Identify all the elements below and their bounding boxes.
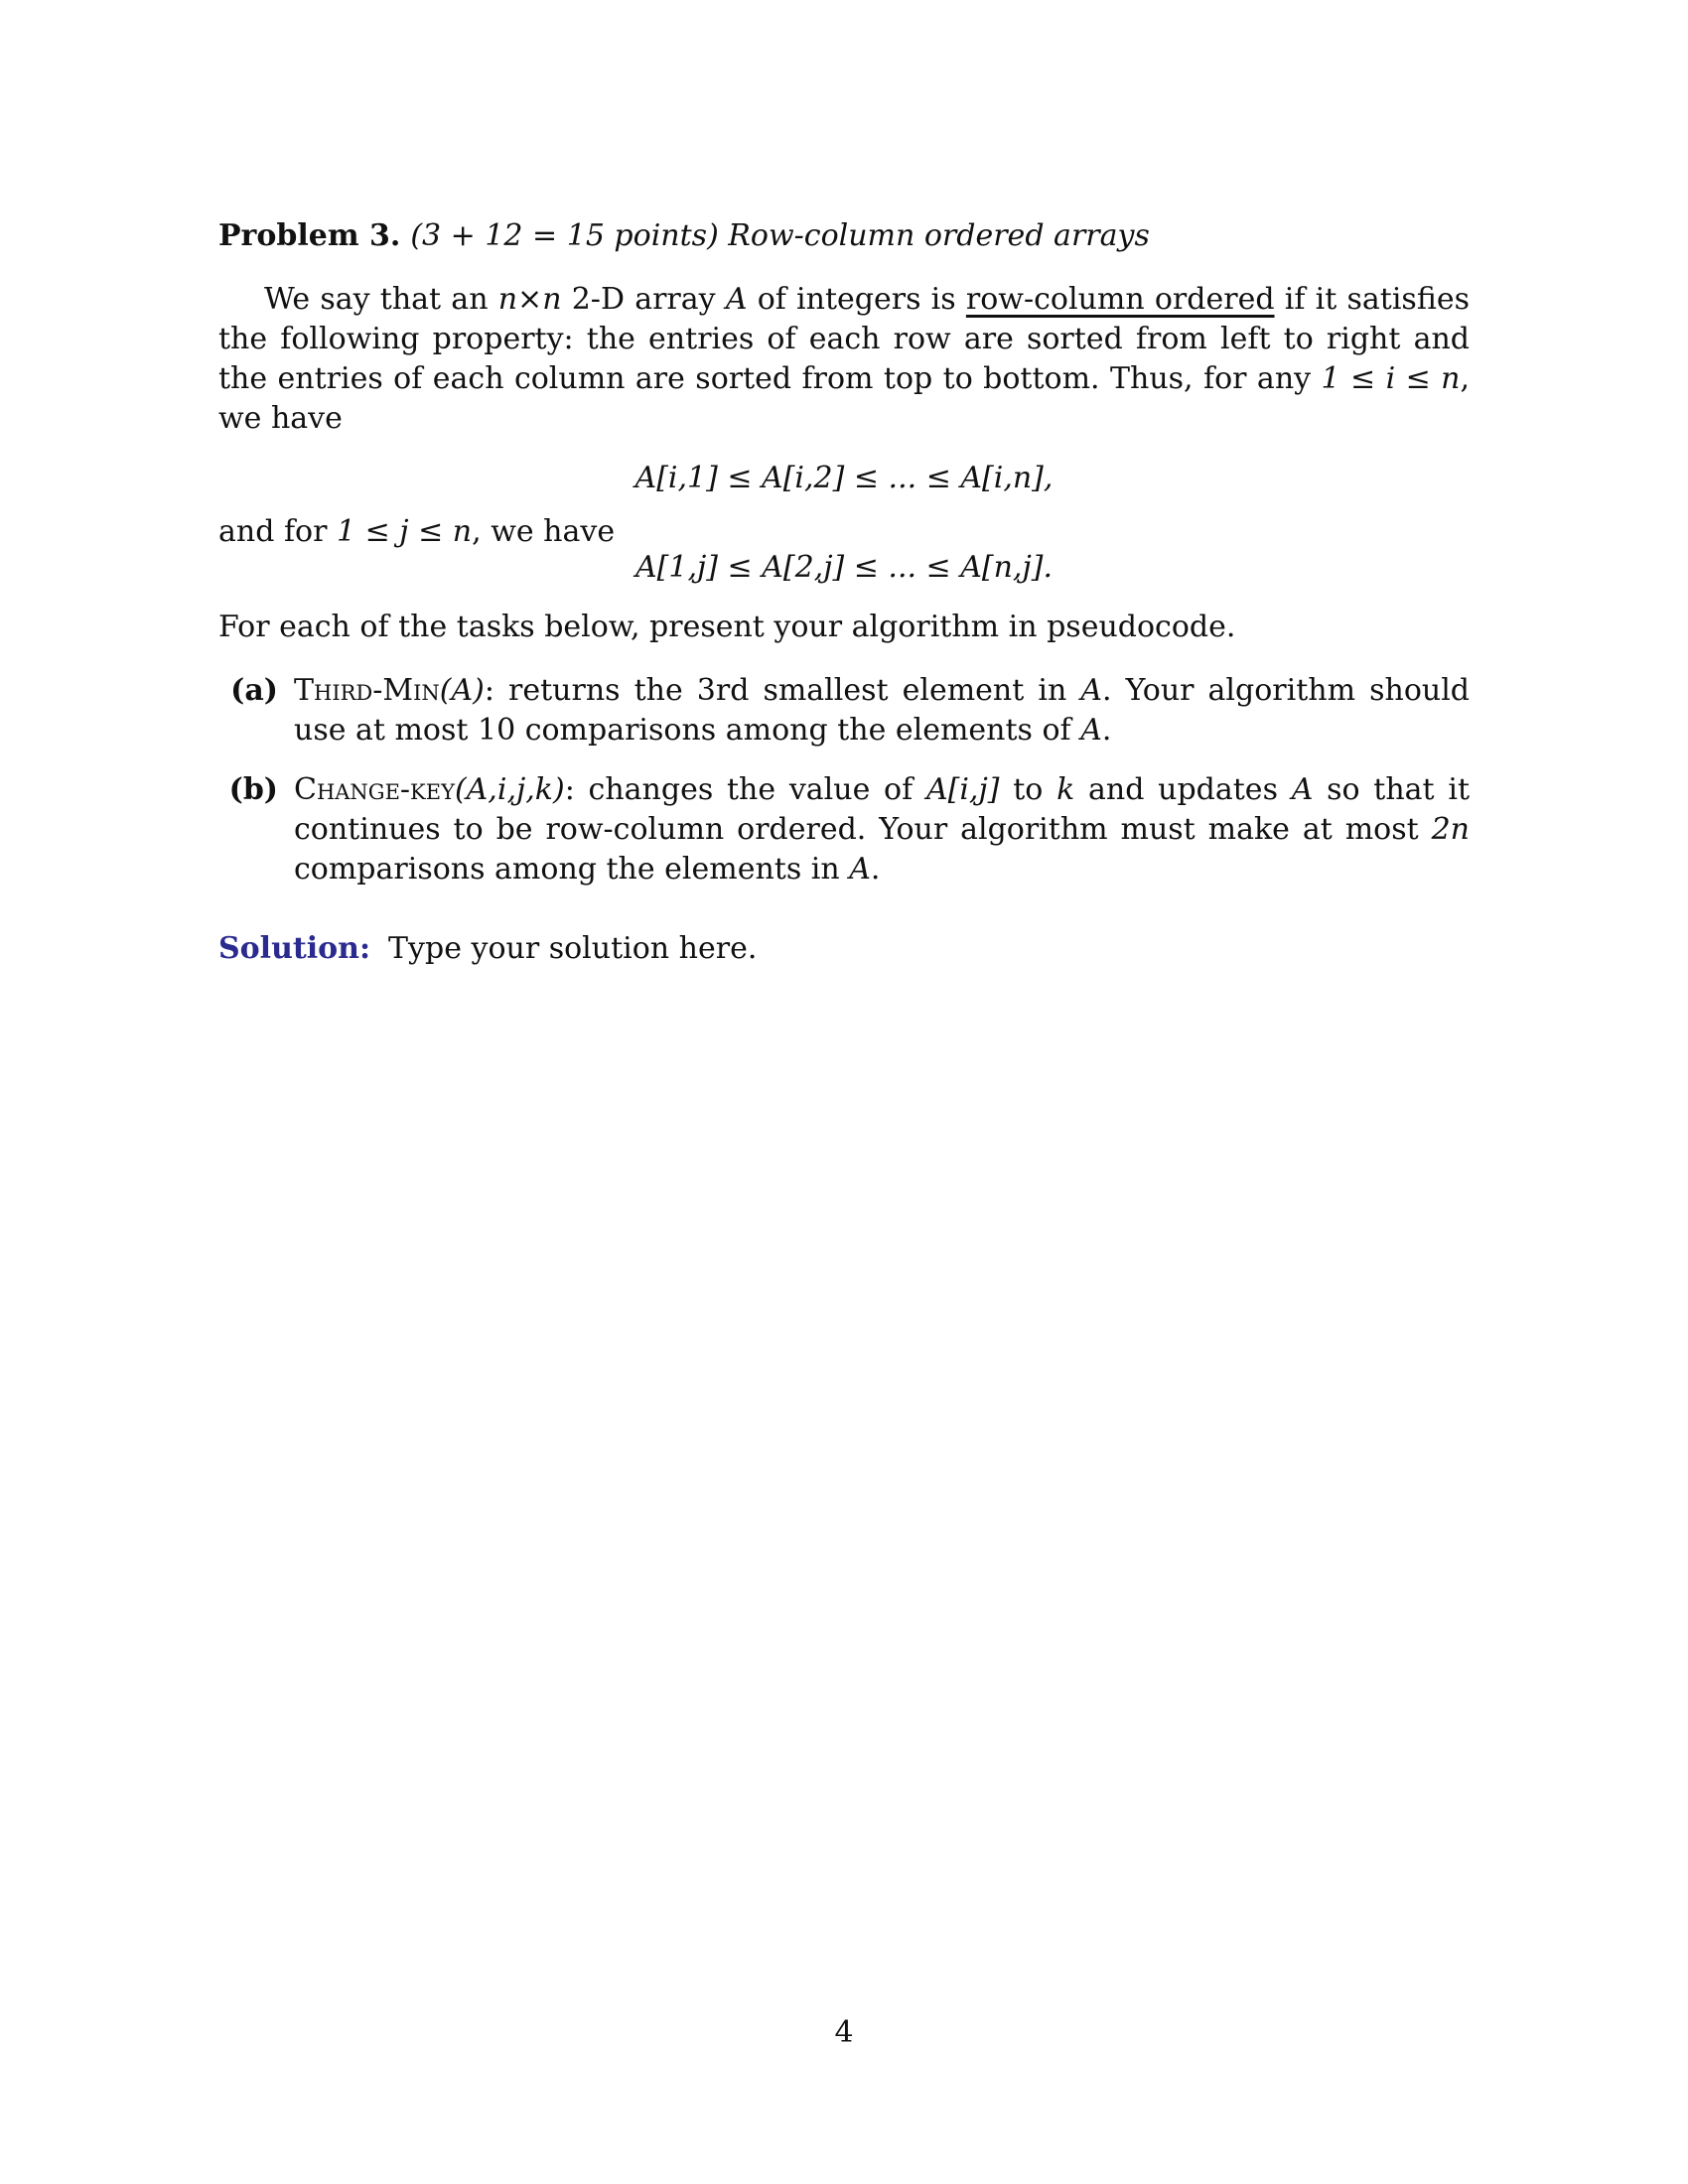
- tasks-intro: For each of the tasks below, present your algorithm in pseudocode.: [218, 610, 1236, 644]
- task-label: (b): [228, 772, 278, 807]
- algorithm-name: Third-Min: [294, 673, 440, 708]
- intro-text-3: of integers is: [747, 282, 966, 317]
- task-item-a: [218, 671, 1470, 751]
- math-array-var: A: [725, 282, 748, 317]
- task-item-b: [218, 770, 1470, 889]
- page-number: 4: [834, 2015, 854, 2050]
- problem-title: [218, 216, 1470, 256]
- solution-text: Type your solution here.: [388, 931, 758, 966]
- column-intro: [218, 512, 1470, 552]
- task-desc: comparisons among the elements in: [294, 852, 850, 887]
- defined-term: row-column ordered: [965, 282, 1275, 317]
- math-dims: n×n: [497, 282, 562, 317]
- intro-text-1: We say that an: [264, 282, 498, 317]
- math-var: A: [849, 852, 871, 887]
- intro-paragraph: [218, 280, 1470, 439]
- col-intro-text-1: and for: [218, 514, 337, 549]
- math-var: A: [1291, 772, 1314, 807]
- col-intro-text-2: , we have: [472, 514, 616, 549]
- row-inequality: A[i,1] ≤ A[i,2] ≤ ... ≤ A[i,n],: [634, 461, 1054, 495]
- task-desc: to: [999, 772, 1057, 807]
- math-var: A: [1080, 673, 1102, 708]
- task-text: [294, 671, 1470, 751]
- page-content: [218, 216, 1470, 999]
- solution-block: [218, 929, 1470, 969]
- task-text: [294, 770, 1470, 889]
- task-list: [218, 671, 1470, 889]
- task-label: (a): [230, 673, 278, 708]
- task-desc: . Your algorithm should use at most 10 comparisons among the elements of: [294, 673, 1470, 748]
- problem-subtitle: (3 + 12 = 15 points) Row-column ordered arrays: [410, 218, 1150, 253]
- task-desc: .: [1101, 713, 1112, 748]
- intro-text-2: 2-D array: [561, 282, 726, 317]
- math-range-j: 1 ≤ j ≤ n: [337, 514, 473, 549]
- math-expr: 2n: [1431, 812, 1470, 847]
- problem-label: Problem 3.: [218, 218, 401, 253]
- algorithm-args: (A): [439, 673, 485, 708]
- column-inequality: A[1,j] ≤ A[2,j] ≤ ... ≤ A[n,j].: [635, 550, 1053, 585]
- algorithm-name: Change-key: [294, 772, 455, 807]
- algorithm-args: (A,i,j,k): [454, 772, 565, 807]
- task-desc: : changes the value of: [564, 772, 926, 807]
- task-desc: : returns the 3rd smallest element in: [484, 673, 1081, 708]
- task-desc: so that it continues to be row-column ordered. Your algorithm must make at most: [294, 772, 1470, 847]
- math-range-i: 1 ≤ i ≤ n: [1321, 361, 1461, 396]
- task-desc: .: [870, 852, 881, 887]
- intro-text-5: , we have: [218, 361, 1471, 436]
- math-var: k: [1056, 772, 1075, 807]
- solution-label: Solution:: [218, 931, 371, 966]
- math-expr: A[i,j]: [925, 772, 1000, 807]
- intro-text-4: if it satisfies the following property: the entries of each row are sorted from left to right and the entries of each column are sorted from top to bottom. Thus, for any: [218, 282, 1470, 396]
- task-desc: and updates: [1074, 772, 1292, 807]
- math-var: A: [1080, 713, 1102, 748]
